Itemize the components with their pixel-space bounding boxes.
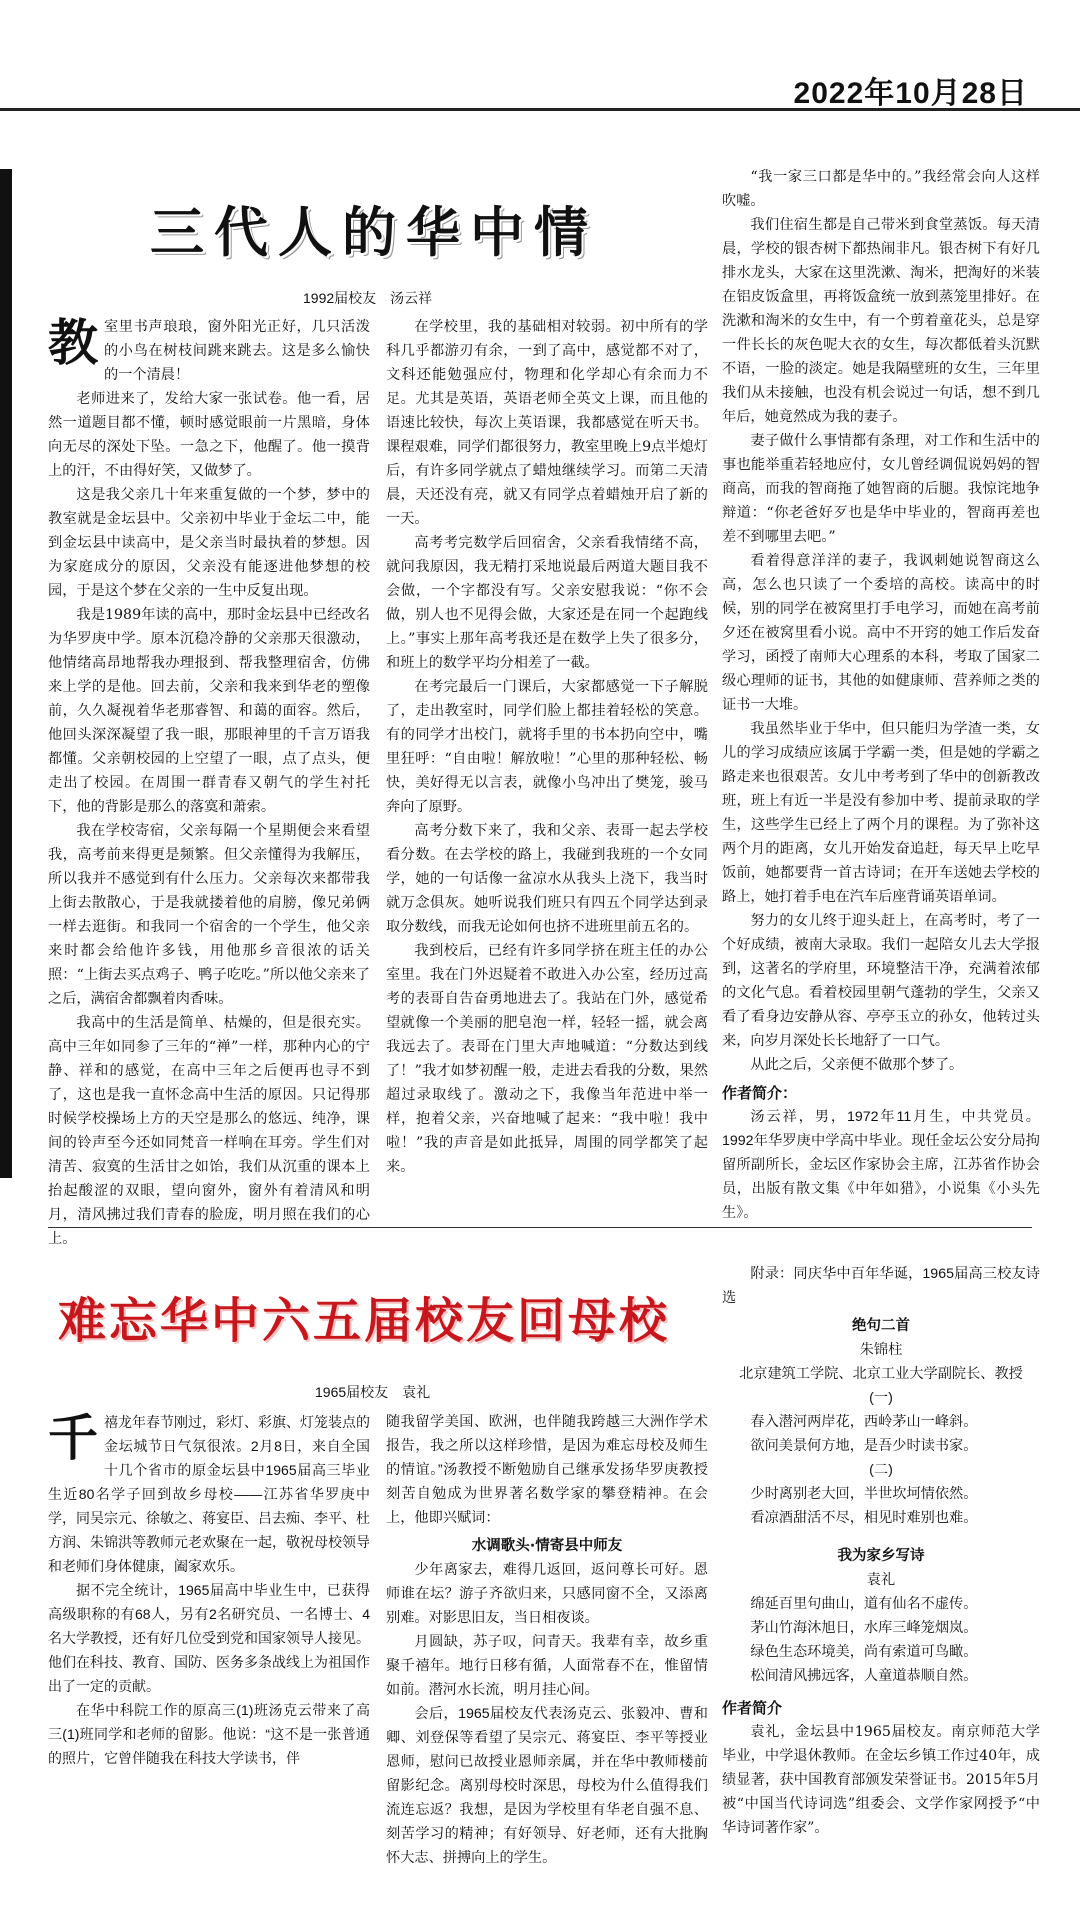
article2-byline: 1965届校友 袁礼 xyxy=(315,1384,431,1400)
paragraph: 会后，1965届校友代表汤克云、张毅冲、曹和卿、刘登保等看望了吴宗元、蒋宴臣、李平等授业恩师，慰问已故授业恩师亲属，并在华中教师楼前留影纪念。离别母校时深思，母校为什么值得我们流连忘返？我想，是因为学校里有华老自强不息、刻苦学习的精神；有好领导、好老师，还有大批胸怀大志、拼搏向上的学生。 xyxy=(386,1706,708,1866)
article1-byline: 1992届校友 汤云祥 xyxy=(303,290,433,306)
poem2-author: 袁礼 xyxy=(866,1572,896,1588)
poem-line: 绵延百里句曲山，道有仙名不虚传。 xyxy=(750,1596,978,1612)
appendix-note: 附录：同庆华中百年华诞，1965届高三校友诗选 xyxy=(722,1266,1040,1306)
paragraph: 这是我父亲几十年来重复做的一个梦，梦中的教室就是金坛县中。父亲初中毕业于金坛二中，能到金坛县中读高中，是父亲当时最执着的梦想。因为家庭成分的原因，父亲没有能逐进他梦想的校园，于是这个梦在父亲的一生中反复出现。 xyxy=(48,487,370,599)
poem-line: 茅山竹海沐旭日，水库三峰笼烟岚。 xyxy=(750,1620,978,1636)
article2-col1 xyxy=(48,1410,370,1915)
poem1-affiliation: 北京建筑工学院、北京工业大学副院长、教授 xyxy=(739,1366,1023,1382)
paragraph: 高考分数下来了，我和父亲、表哥一起去学校看分数。在去学校的路上，我碰到我班的一个女同学，她的一句话像一盆凉水从我头上浇下，我当时就万念俱灰。她听说我们班只有四五个同学达到录取分数线，而我无论如何也挤不进班里前五名的。 xyxy=(386,823,708,935)
paragraph: 我虽然毕业于华中，但只能归为学渣一类，女儿的学习成绩应该属于学霸一类，但是她的学霸之路走来也很艰苦。女儿中考考到了华中的创新教改班，班上有近一半是没有参加中考、提前录取的学生，这些学生已经上了两个月的课程。为了弥补这两个月的距离，女儿开始发奋追赶，每天早上吃早饭前，她都要背一首古诗词；在开车送她去学校的路上，她打着手电在汽车后座背诵英语单词。 xyxy=(722,721,1040,905)
poem-line: 少时离别老大回，半世坎坷情依然。 xyxy=(750,1486,978,1502)
paragraph: 我们住宿生都是自己带米到食堂蒸饭。每天清晨，学校的银杏树下都热闹非凡。银杏树下有好几排水龙头，大家在这里洗漱、淘米，把淘好的米装在铝皮饭盒里，再将饭盒统一放到蒸笼里排好。在洗漱和淘米的女生中，有一个剪着童花头，总是穿一件长长的灰色呢大衣的女生，每次都低着头沉默不语，一脸的淡定。她是我隔壁班的女生，三年里我们从未接触，也没有机会说过一句话，想不到几年后，她竟然成为我的妻子。 xyxy=(722,217,1040,425)
paragraph: 据不完全统计，1965届高中毕业生中，已获得高级职称的有68人，另有2名研究员、一名博士、4名大学教授，还有好几位受到党和国家领导人接见。他们在科技、教育、国防、医务多条战线上为祖国作出了一定的贡献。 xyxy=(48,1582,370,1694)
article2-col2 xyxy=(386,1410,708,1915)
article2-bio: 袁礼，金坛县中1965届校友。南京师范大学毕业，中学退休教师。在金坛乡镇工作过40年，成绩显著，获中国教育部颁发荣誉证书。2015年5月被“中国当代诗词选”组委会、文学作家网授予“中华诗词著作家”。 xyxy=(722,1724,1040,1836)
paragraph: 看着得意洋洋的妻子，我讽刺她说智商这么高，怎么也只读了一个委培的高校。读高中的时候，别的同学在被窝里打手电学习，而她在高考前夕还在被窝里看小说。高中不开窍的她工作后发奋学习，函授了南师大心理系的本科，考取了国家二级心理师的证书，其他的如健康师、营养师之类的证书一大堆。 xyxy=(722,553,1040,713)
paragraph: 从此之后，父亲便不做那个梦了。 xyxy=(750,1057,964,1073)
paragraph: “我一家三口都是华中的。”我经常会向人这样吹嘘。 xyxy=(722,169,1040,209)
paragraph: 高考考完数学后回宿舍，父亲看我情绪不高，就问我原因，我无精打采地说最后两道大题目我不会做，一个字都没有写。父亲安慰我说：“你不会做，别人也不见得会做，大家还是在同一个起跑线上。”事实上那年高考我还是在数学上失了很多分，和班上的数学平均分相差了一截。 xyxy=(386,535,708,671)
poem-line: 月圆缺，苏子叹，问青天。我辈有幸，故乡重聚千禧年。地行日移有循，人面常春不在，惟留情如前。潜河水长流，明月挂心间。 xyxy=(386,1634,708,1698)
article1-bio: 汤云祥，男，1972年11月生，中共党员。1992年华罗庚中学高中毕业。现任金坛公安分局拘留所副所长，金坛区作家协会主席，江苏省作协会员，出版有散文集《中年如猎》，小说集《小头先生》。 xyxy=(722,1109,1040,1221)
article2-col3 xyxy=(722,1262,1040,1917)
paragraph: 在华中科院工作的原高三(1)班汤克云带来了高三(1)班同学和老师的留影。他说：“这不是一张普通的照片，它曾伴随我在科技大学读书，伴 xyxy=(48,1702,370,1766)
article1-title: 三代人的华中情 xyxy=(150,201,598,264)
paragraph: 我在学校寄宿，父亲每隔一个星期便会来看望我，高考前来得更是频繁。但父亲懂得为我解压，所以我并不感觉到有什么压力。父亲每次来都带我上街去散散心，于是我就搂着他的肩膀，像兄弟俩一样去逛街。和我同一个宿舍的一个学生，他父亲来时都会给他许多钱，用他那乡音很浓的话关照：“上街去买点鸡子、鸭子吃吃。”所以他父亲来了之后，满宿舍都飘着肉香味。 xyxy=(48,823,370,1007)
poem-line: 绿色生态环境美，尚有索道可鸟瞰。 xyxy=(750,1644,978,1660)
paragraph: 我是1989年读的高中，那时金坛县中已经改名为华罗庚中学。原本沉稳冷静的父亲那天很激动，他情绪高昂地帮我办理报到、帮我整理宿舍，仿佛来上学的是他。回去前，父亲和我来到华老的塑像前，久久凝视着华老那睿智、和蔼的面容。然后，他回头深深凝望了我一眼，那眼神里的千言万语我都懂。父亲朝校园的上空望了一眼，点了点头，便走出了校园。在周围一群青春又朝气的学生衬托下，他的背影是那么的落寞和萧索。 xyxy=(48,607,370,815)
paragraph: 老师进来了，发给大家一张试卷。他一看，居然一道题目都不懂，顿时感觉眼前一片黑暗，身体向无尽的深处下坠。一急之下，他醒了。他一摸背上的汗，不由得好笑，又做梦了。 xyxy=(48,391,370,479)
article1-dropcap: 教 xyxy=(48,314,98,372)
margin-bar xyxy=(0,169,12,1178)
poem-line: 少年离家去，难得几返回，返问尊长可好。恩师谁在坛？游子齐欲归来，只感同窗不全，又添离别难。对影思旧友，当日相夜谈。 xyxy=(386,1562,708,1626)
article1-col2 xyxy=(386,315,708,1195)
poem1-part2: (二) xyxy=(869,1462,893,1478)
poem-line: 松间清风拂远客，人童道恭顺自然。 xyxy=(750,1668,978,1684)
article2-title: 难忘华中六五届校友回母校 xyxy=(58,1293,671,1349)
article1-col3 xyxy=(722,165,1040,1221)
article2-bio-heading: 作者简介 xyxy=(722,1699,783,1717)
article2-dropcap: 千 xyxy=(48,1409,98,1467)
paragraph: 努力的女儿终于迎头赶上，在高考时，考了一个好成绩，被南大录取。我们一起陪女儿去大学报到，这著名的学府里，环境整洁干净，充满着浓郁的文化气息。看着校园里朝气蓬勃的学生，父亲又看了看身边安静从容、亭亭玉立的孙女，他转过头来，向岁月深处长长地舒了一口气。 xyxy=(722,913,1040,1049)
page-date: 2022年10月28日 xyxy=(793,77,1028,110)
paragraph: 随我留学美国、欧洲，也伴随我跨越三大洲作学术报告，我之所以这样珍惜，是因为难忘母校及师生的情谊。”汤教授不断勉励自己继承发扬华罗庚教授刻苦自勉成为世界著名数学家的攀登精神。在会上，他即兴赋词： xyxy=(386,1414,708,1526)
poem-line: 看凉酒甜活不尽，相见时难别也难。 xyxy=(750,1510,978,1526)
paragraph: 我到校后，已经有许多同学挤在班主任的办公室里。我在门外迟疑着不敢进入办公室，经历过高考的表哥自告奋勇地进去了。我站在门外，感觉希望就像一个美丽的肥皂泡一样，轻轻一摇，就会离我远去了。表哥在门里大声地喊道：“分数达到线了！”我才如梦初醒一般，走进去看我的分数，果然超过录取线了。激动之下，我像当年范进中举一样，抱着父亲，兴奋地喊了起来：“我中啦！我中啦！”我的声音是如此抵异，周围的同学都笑了起来。 xyxy=(386,943,708,1175)
poem-line: 春入潜河两岸花，西岭茅山一峰斜。 xyxy=(750,1414,978,1430)
paragraph: 禧龙年春节刚过，彩灯、彩旗、灯笼装点的金坛城节日气氛很浓。2月8日，来自全国十几个省市的原金坛县中1965届高三毕业生近80名学子回到故乡母校——江苏省华罗庚中学，同吴宗元、徐敏之、蒋宴臣、吕去痴、李平、杜方润、朱锦洪等教师元老欢聚在一起，敬祝母校领导和老师们身体健康，阖家欢乐。 xyxy=(48,1414,370,1574)
paragraph: 妻子做什么事情都有条理，对工作和生活中的事也能举重若轻地应付，女儿曾经调侃说妈妈的智商高，而我的智商拖了她智商的后腿。我惊诧地争辩道：“你老爸好歹也是华中毕业的，智商再差也差不到哪里去吧。” xyxy=(722,433,1040,545)
paragraph: 室里书声琅琅，窗外阳光正好，几只活泼的小鸟在树枝间跳来跳去。这是多么愉快的一个清晨！ xyxy=(104,319,370,383)
article1-bio-heading: 作者简介： xyxy=(722,1084,798,1102)
paragraph: 我高中的生活是简单、枯燥的，但是很充实。高中三年如同参了三年的“禅”一样，那种内心的宁静、祥和的感觉，在高中三年之后便再也寻不到了，这也是我一直怀念高中生活的原因。只记得那时候学校操场上方的天空是那么的悠远、纯净，课间的铃声至今还如同梵音一样响在耳旁。学生们对清苦、寂寞的生活甘之如饴，我们从沉重的课本上抬起酸涩的双眼，望向窗外，窗外有着清风和明月，清风拂过我们青春的脸庞，明月照在我们的心上。 xyxy=(48,1015,370,1247)
article1-col1 xyxy=(48,314,370,1247)
paragraph: 在学校里，我的基础相对较弱。初中所有的学科几乎都游刃有余，一到了高中，感觉都不对了，文科还能勉强应付，物理和化学却心有余而力不足。尤其是英语，英语老师全英文上课，而且他的语速比较快，每次上英语课，我都感觉在听天书。课程艰难，同学们都很努力，教室里晚上9点半熄灯后，有许多同学就点了蜡烛继续学习。而第二天清晨，天还没有亮，就又有同学点着蜡烛开启了新的一天。 xyxy=(386,319,708,527)
poem2-title: 我为家乡写诗 xyxy=(837,1548,925,1564)
poem-line: 欲问美景何方地，是吾少时读书家。 xyxy=(750,1438,978,1454)
paragraph: 在考完最后一门课后，大家都感觉一下子解脱了，走出教室时，同学们脸上都挂着轻松的笑意。有的同学才出校门，就将手里的书本扔向空中，嘴里狂呼：“自由啦！解放啦！”心里的那种轻松、畅快，美好得无以言表，就像小鸟冲出了樊笼，骏马奔向了原野。 xyxy=(386,679,708,815)
poem1-title: 绝句二首 xyxy=(852,1318,910,1334)
poem-title: 水调歌头·情寄县中师友 xyxy=(471,1538,623,1554)
poem1-part1: (一) xyxy=(869,1390,893,1406)
header-rule xyxy=(0,108,1080,111)
section-divider xyxy=(48,1227,1032,1228)
poem1-author: 朱锦柱 xyxy=(859,1342,903,1358)
